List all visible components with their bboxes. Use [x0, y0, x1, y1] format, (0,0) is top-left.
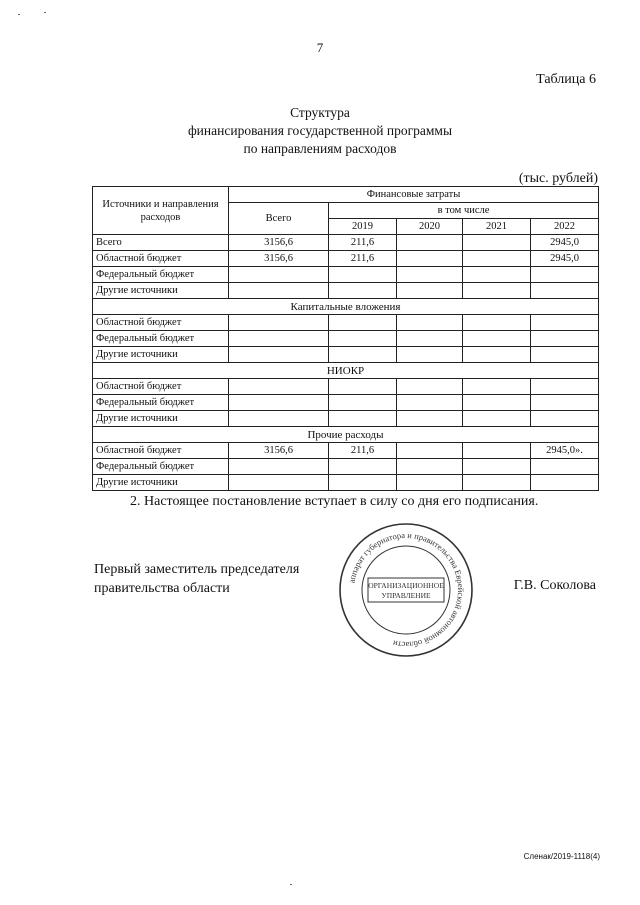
heading-line-3: по направлениям расходов: [243, 141, 397, 156]
signatory-title: [94, 560, 299, 598]
cell-2022: 2945,0: [531, 251, 599, 267]
stamp-center-line-2: УПРАВЛЕНИЕ: [381, 591, 431, 600]
row-label: Федеральный бюджет: [93, 459, 229, 475]
cell-2022: [531, 331, 599, 347]
table-row: [93, 251, 599, 267]
cell-2019: [329, 315, 397, 331]
cell-2019: [329, 379, 397, 395]
signatory-title-line-2: правительства области: [94, 581, 230, 596]
cell-2022: [531, 395, 599, 411]
cell-2021: [463, 395, 531, 411]
cell-2021: [463, 283, 531, 299]
header-costs: Финансовые затраты: [229, 187, 599, 203]
cell-2022: [531, 315, 599, 331]
table-row: [93, 443, 599, 459]
clause-text: 2. Настоящее постановление вступает в силу со дня его подписания.: [130, 494, 539, 509]
scan-speck: [18, 14, 20, 15]
cell-total: [229, 411, 329, 427]
table-row: [93, 475, 599, 491]
cell-total: 3156,6: [229, 443, 329, 459]
cell-2022: [531, 283, 599, 299]
cell-total: [229, 331, 329, 347]
row-label: Областной бюджет: [93, 443, 229, 459]
cell-total: [229, 267, 329, 283]
cell-2022: [531, 459, 599, 475]
cell-total: [229, 459, 329, 475]
section-label: Капитальные вложения: [93, 299, 599, 315]
cell-2021: [463, 475, 531, 491]
cell-2020: [397, 347, 463, 363]
table-row: [93, 395, 599, 411]
row-label: Другие источники: [93, 347, 229, 363]
row-label: Всего: [93, 235, 229, 251]
cell-total: [229, 395, 329, 411]
cell-2020: [397, 411, 463, 427]
cell-2019: [329, 459, 397, 475]
cell-2019: 211,6: [329, 251, 397, 267]
table-row: [93, 267, 599, 283]
cell-2020: [397, 459, 463, 475]
row-label: Федеральный бюджет: [93, 395, 229, 411]
stamp-inner-ring: [362, 546, 450, 634]
cell-2019: [329, 267, 397, 283]
row-label: Другие источники: [93, 411, 229, 427]
cell-2020: [397, 315, 463, 331]
row-label: Федеральный бюджет: [93, 331, 229, 347]
cell-2022: 2945,0: [531, 235, 599, 251]
cell-2022: [531, 411, 599, 427]
cell-total: [229, 347, 329, 363]
heading-line-1: Структура: [290, 105, 350, 120]
table-row: [93, 379, 599, 395]
footer-code: Сленак/2019-1118(4): [523, 852, 600, 861]
cell-2019: [329, 347, 397, 363]
financing-table-body: [93, 235, 599, 491]
signatory-title-line-1: Первый заместитель председателя: [94, 562, 300, 577]
cell-2021: [463, 411, 531, 427]
cell-2022: [531, 475, 599, 491]
section-row: [93, 299, 599, 315]
scan-speck: [290, 884, 292, 885]
financing-table: [92, 186, 599, 491]
cell-total: [229, 475, 329, 491]
cell-2020: [397, 379, 463, 395]
table-row: [93, 459, 599, 475]
cell-2020: [397, 235, 463, 251]
official-stamp: [336, 520, 476, 660]
stamp-ring-text: аппарат губернатора и правительства Еврейской автономной области: [346, 529, 467, 651]
table-caption: Таблица 6: [536, 72, 596, 87]
cell-total: [229, 379, 329, 395]
cell-total: 3156,6: [229, 251, 329, 267]
header-total: Всего: [229, 203, 329, 235]
cell-2021: [463, 443, 531, 459]
cell-2021: [463, 251, 531, 267]
table-row: [93, 283, 599, 299]
section-label: Прочие расходы: [93, 427, 599, 443]
cell-2020: [397, 267, 463, 283]
cell-2019: 211,6: [329, 235, 397, 251]
cell-2022: 2945,0».: [531, 443, 599, 459]
row-label: Областной бюджет: [93, 251, 229, 267]
cell-2020: [397, 443, 463, 459]
cell-2020: [397, 475, 463, 491]
cell-2020: [397, 251, 463, 267]
header-including: в том числе: [329, 203, 599, 219]
cell-total: [229, 283, 329, 299]
heading-line-2: финансирования государственной программы: [187, 123, 453, 138]
stamp-outer-ring: [340, 524, 472, 656]
cell-total: 3156,6: [229, 235, 329, 251]
table-row: [93, 235, 599, 251]
table-row: [93, 411, 599, 427]
row-label: Другие источники: [93, 283, 229, 299]
section-label: НИОКР: [93, 363, 599, 379]
header-year: 2020: [397, 219, 463, 235]
page-number: 7: [316, 40, 324, 55]
document-heading: [0, 104, 640, 158]
table-row: [93, 347, 599, 363]
cell-2021: [463, 379, 531, 395]
signatory-name: Г.В. Соколова: [513, 578, 596, 593]
table-row: [93, 315, 599, 331]
cell-2020: [397, 331, 463, 347]
row-label: Другие источники: [93, 475, 229, 491]
cell-2021: [463, 235, 531, 251]
cell-total: [229, 315, 329, 331]
cell-2020: [397, 283, 463, 299]
cell-2019: [329, 395, 397, 411]
header-year: 2021: [463, 219, 531, 235]
cell-2022: [531, 267, 599, 283]
header-sources: Источники и направления расходов: [93, 187, 229, 235]
cell-2021: [463, 459, 531, 475]
cell-2020: [397, 395, 463, 411]
row-label: Федеральный бюджет: [93, 267, 229, 283]
table-row: [93, 331, 599, 347]
cell-2021: [463, 315, 531, 331]
cell-2019: [329, 283, 397, 299]
cell-2019: [329, 475, 397, 491]
row-label: Областной бюджет: [93, 379, 229, 395]
header-year: 2022: [531, 219, 599, 235]
section-row: [93, 427, 599, 443]
cell-2019: [329, 331, 397, 347]
cell-2022: [531, 379, 599, 395]
header-year: 2019: [329, 219, 397, 235]
row-label: Областной бюджет: [93, 315, 229, 331]
cell-2021: [463, 331, 531, 347]
stamp-center-line-1: ОРГАНИЗАЦИОННОЕ: [368, 581, 444, 590]
cell-2021: [463, 347, 531, 363]
cell-2021: [463, 267, 531, 283]
units-label: (тыс. рублей): [518, 171, 598, 186]
cell-2022: [531, 347, 599, 363]
scan-speck: [44, 12, 46, 13]
section-row: [93, 363, 599, 379]
cell-2019: [329, 411, 397, 427]
cell-2019: 211,6: [329, 443, 397, 459]
